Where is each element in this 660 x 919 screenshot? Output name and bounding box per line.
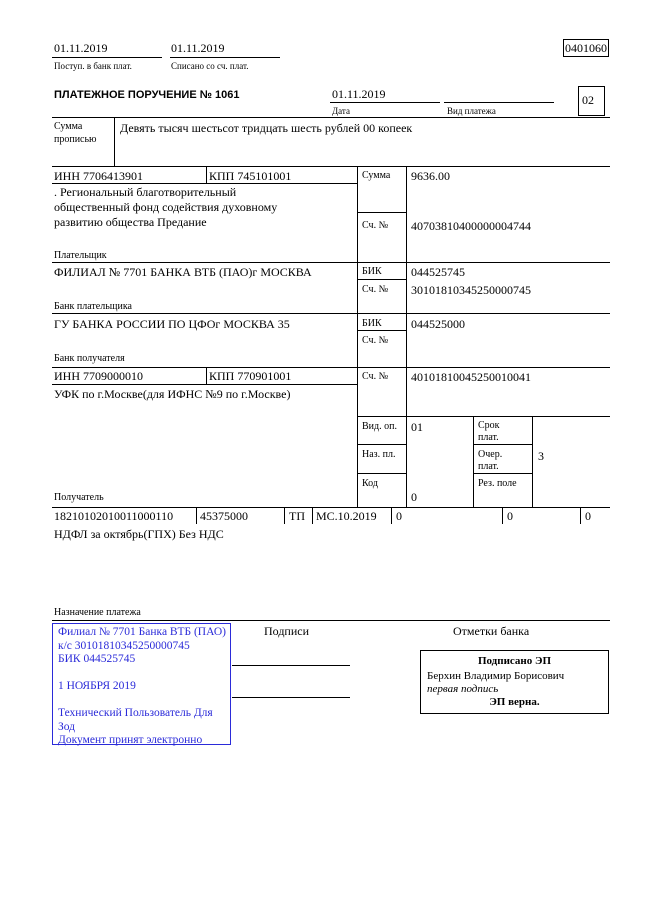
payer-name-line-1: . Региональный благотворительный bbox=[54, 185, 237, 199]
tax-vline-2 bbox=[284, 507, 285, 524]
amount-words-divider bbox=[114, 117, 115, 166]
debit-date-caption: Списано со сч. плат. bbox=[171, 61, 249, 71]
tax-period: МС.10.2019 bbox=[316, 509, 377, 523]
payment-type-caption: Вид платежа bbox=[447, 106, 496, 116]
purpose-bottom-line bbox=[52, 620, 610, 621]
tax-vline-3 bbox=[312, 507, 313, 524]
stamp-line-1: Филиал № 7701 Банка ВТБ (ПАО) bbox=[58, 626, 226, 638]
payer-bank-bik: 044525745 bbox=[411, 265, 465, 279]
stamp-line-7: Технический Пользователь Для bbox=[58, 707, 213, 719]
payer-bank-bottom-line bbox=[52, 313, 610, 314]
payer-bank-name: ФИЛИАЛ № 7701 БАНКА ВТБ (ПАО)г МОСКВА bbox=[54, 265, 312, 279]
amount-words-top-line bbox=[52, 117, 610, 118]
e-signature-name: Берхин Владимир Борисович bbox=[427, 670, 565, 682]
payer-kpp: КПП 745101001 bbox=[209, 169, 292, 183]
tax-vline-4 bbox=[391, 507, 392, 524]
reserve-label: Рез. поле bbox=[478, 478, 517, 489]
grid-vline-payer-inn-kpp bbox=[206, 166, 207, 183]
payer-bottom-line bbox=[52, 262, 610, 263]
signature-line-2 bbox=[232, 697, 350, 698]
priority-split bbox=[473, 473, 532, 474]
e-signature-valid: ЭП верна. bbox=[489, 696, 540, 708]
amount-words-caption-2: прописью bbox=[54, 134, 97, 145]
receipt-date: 01.11.2019 bbox=[54, 41, 108, 55]
payer-bank-corr-label: Сч. № bbox=[362, 284, 389, 295]
payee-bank-split bbox=[357, 330, 406, 331]
priority-label-2: плат. bbox=[478, 461, 499, 472]
purpose-code-split bbox=[357, 473, 406, 474]
tax-doc-date: 0 bbox=[507, 509, 513, 523]
term-split bbox=[473, 444, 532, 445]
op-type: 01 bbox=[411, 420, 423, 434]
payee-bank-bik-label: БИК bbox=[362, 318, 382, 329]
receipt-date-caption: Поступ. в банк плат. bbox=[54, 61, 132, 71]
form-code: 0401060 bbox=[565, 41, 607, 55]
payee-bank-caption: Банк получателя bbox=[54, 353, 125, 364]
debit-date-line bbox=[170, 57, 280, 58]
purpose-code-label: Наз. пл. bbox=[362, 449, 396, 460]
grid-vline-label-right bbox=[406, 166, 407, 507]
code-label: Код bbox=[362, 478, 378, 489]
payee-account-label: Сч. № bbox=[362, 371, 389, 382]
status-code: 02 bbox=[582, 93, 594, 107]
stamp-line-3: БИК 044525745 bbox=[58, 653, 136, 665]
e-signature-role: первая подпись bbox=[427, 683, 499, 695]
stamp-spacer-1 bbox=[58, 667, 230, 681]
receipt-date-line bbox=[52, 57, 162, 58]
amount-words-bottom-line bbox=[52, 166, 610, 167]
payee-bottom-line bbox=[357, 416, 610, 417]
e-signature-title: Подписано ЭП bbox=[477, 655, 552, 667]
payee-caption: Получатель bbox=[54, 492, 104, 503]
tax-kbk: 18210102010011000110 bbox=[54, 509, 174, 523]
payer-bank-caption: Банк плательщика bbox=[54, 301, 132, 312]
stamp-spacer-2 bbox=[58, 694, 230, 708]
tax-basis: ТП bbox=[289, 509, 305, 523]
payee-inn: ИНН 7709000010 bbox=[54, 369, 143, 383]
payee-bank-name: ГУ БАНКА РОССИИ ПО ЦФОг МОСКВА 35 bbox=[54, 317, 290, 331]
bank-stamp bbox=[52, 623, 231, 745]
payee-name: УФК по г.Москве(для ИФНС №9 по г.Москве) bbox=[54, 387, 291, 401]
signature-line-1 bbox=[232, 665, 350, 666]
grid-vline-label-left bbox=[357, 166, 358, 507]
payee-bank-bottom-line bbox=[52, 367, 610, 368]
document-title: ПЛАТЕЖНОЕ ПОРУЧЕНИЕ № 1061 bbox=[54, 89, 240, 101]
payer-name-line-3: развитию общества Предание bbox=[54, 215, 207, 229]
op-type-split bbox=[357, 444, 406, 445]
payer-bank-split bbox=[357, 279, 406, 280]
payer-bank-corr-account: 30101810345250000745 bbox=[411, 283, 531, 297]
tax-vline-6 bbox=[580, 507, 581, 524]
payment-purpose: НДФЛ за октябрь(ГПХ) Без НДС bbox=[54, 527, 224, 541]
stamp-line-9: Документ принят электронно bbox=[58, 734, 203, 746]
priority-label-1: Очер. bbox=[478, 449, 503, 460]
amount-in-words: Девять тысяч шестьсот тридцать шесть рублей 00 копеек bbox=[120, 121, 413, 135]
date-caption: Дата bbox=[332, 106, 350, 116]
grid-vline-term-left bbox=[473, 416, 474, 507]
amount-value: 9636.00 bbox=[411, 169, 450, 183]
payer-account-label: Сч. № bbox=[362, 220, 389, 231]
payer-bank-bik-label: БИК bbox=[362, 266, 382, 277]
tax-vline-5 bbox=[502, 507, 503, 524]
bank-marks-label: Отметки банка bbox=[453, 624, 530, 638]
payer-name-line-2: общественный фонд содействия духовному bbox=[54, 200, 278, 214]
e-signature-box bbox=[420, 650, 609, 714]
payer-account: 40703810400000004744 bbox=[411, 219, 531, 233]
amount-label: Сумма bbox=[362, 170, 391, 181]
stamp-line-5: 1 НОЯБРЯ 2019 bbox=[58, 680, 136, 692]
payer-inn: ИНН 7706413901 bbox=[54, 169, 143, 183]
tax-payment-type: 0 bbox=[585, 509, 591, 523]
amount-account-split bbox=[357, 212, 406, 213]
payee-account: 40101810045250010041 bbox=[411, 370, 531, 384]
term-label-2: плат. bbox=[478, 432, 499, 443]
tax-doc-number: 0 bbox=[396, 509, 402, 523]
tax-vline-1 bbox=[196, 507, 197, 524]
stamp-line-8: Зод bbox=[58, 720, 76, 733]
code-value: 0 bbox=[411, 490, 417, 504]
stamp-line-2: к/с 30101810345250000745 bbox=[58, 639, 190, 652]
tax-oktmo: 45375000 bbox=[200, 509, 248, 523]
payee-kpp: КПП 770901001 bbox=[209, 369, 292, 383]
payee-inn-line bbox=[52, 384, 357, 385]
op-type-label: Вид. оп. bbox=[362, 421, 397, 432]
priority-value: 3 bbox=[538, 449, 544, 463]
grid-vline-term-right bbox=[532, 416, 533, 507]
amount-words-caption-1: Сумма bbox=[54, 121, 83, 132]
grid-vline-payee-inn-kpp bbox=[206, 367, 207, 384]
payment-type-line bbox=[444, 102, 554, 103]
document-date: 01.11.2019 bbox=[332, 87, 386, 101]
debit-date: 01.11.2019 bbox=[171, 41, 225, 55]
date-line bbox=[330, 102, 440, 103]
purpose-caption: Назначение платежа bbox=[54, 607, 141, 618]
payee-bank-corr-label: Сч. № bbox=[362, 335, 389, 346]
payee-bank-bik: 044525000 bbox=[411, 317, 465, 331]
payee-section-bottom-line bbox=[52, 507, 610, 508]
payer-caption: Плательщик bbox=[54, 250, 107, 261]
signatures-label: Подписи bbox=[264, 624, 310, 638]
term-label-1: Срок bbox=[478, 420, 500, 431]
